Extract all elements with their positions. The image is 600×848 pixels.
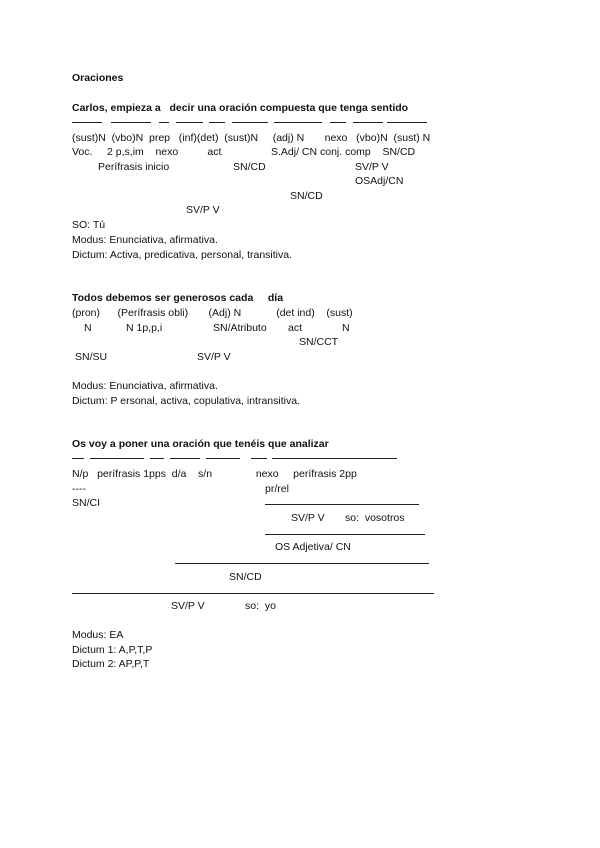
page-title: Oraciones <box>72 72 124 84</box>
modus: Modus: Enunciativa, afirmativa. <box>72 380 218 392</box>
underline <box>353 122 383 123</box>
label-perifrasis: Perífrasis inicio <box>98 161 170 173</box>
underline <box>272 458 397 459</box>
label-os-adj: OSAdj/CN <box>355 175 404 187</box>
underline <box>159 122 169 123</box>
sentence-2-word-categories: (pron) (Perífrasis obli) (Adj) N (det ind) (sust) <box>72 307 353 319</box>
underline <box>111 122 151 123</box>
sentence-1: Carlos, empieza a decir una oración compuesta que tenga sentido <box>72 102 409 114</box>
label-sn-cd: SN/CD <box>233 161 266 173</box>
label-n: N <box>84 322 92 334</box>
underline <box>274 122 322 123</box>
dictum-2: Dictum 2: AP,P,T <box>72 658 150 670</box>
underline <box>72 122 102 123</box>
label-sv-pv: SV/P V <box>197 351 231 363</box>
dictum-1: Dictum 1: A,P,T,P <box>72 644 153 656</box>
bracket-line <box>175 563 429 564</box>
underline <box>170 458 200 459</box>
dictum: Dictum: P ersonal, activa, copulativa, intransitiva. <box>72 395 300 407</box>
modus: Modus: Enunciativa, afirmativa. <box>72 234 218 246</box>
underline <box>232 122 268 123</box>
label-n: N <box>342 322 350 334</box>
underline <box>90 458 144 459</box>
label-sv-pv: SV/P V <box>355 161 389 173</box>
label-sn-cd: SN/CD <box>229 571 262 583</box>
modus: Modus: EA <box>72 629 124 641</box>
underline <box>150 458 164 459</box>
label-sv-pv: SV/P V <box>291 512 325 524</box>
sentence-1-word-categories: (sust)N (vbo)N prep (inf)(det) (sust)N (adj) N nexo (vbo)N (sust) N <box>72 132 431 144</box>
sentence-3-word-categories: N/p perífrasis 1pps d/a s/n nexo perífrasis 2pp <box>72 468 357 480</box>
underline <box>209 122 225 123</box>
label-sv-pv: SV/P V <box>186 204 220 216</box>
sentence-3: Os voy a poner una oración que tenéis que analizar <box>72 438 329 450</box>
label-n-1ppi: N 1p,p,i <box>126 322 163 334</box>
label-sn-cd: SN/CD <box>290 190 323 202</box>
dictum: Dictum: Activa, predicativa, personal, transitiva. <box>72 249 293 261</box>
label-sn-cct: SN/CCT <box>299 336 339 348</box>
label-dash: ---- <box>72 483 86 495</box>
sentence-1-functions: Voc. 2 p,s,im nexo act S.Adj/ CN conj. comp SN/CD <box>72 146 416 158</box>
sentence-2: Todos debemos ser generosos cada día <box>72 292 284 304</box>
underline <box>72 458 84 459</box>
underline <box>176 122 203 123</box>
underline <box>206 458 240 459</box>
label-sn-su: SN/SU <box>75 351 108 363</box>
label-sn-ci: SN/CI <box>72 497 101 509</box>
underline <box>330 122 346 123</box>
label-so-yo: so: yo <box>245 600 276 612</box>
label-pr-rel: pr/rel <box>265 483 289 495</box>
subject-omitted: SO: Tú <box>72 219 106 231</box>
label-act: act <box>288 322 303 334</box>
underline <box>387 122 427 123</box>
bracket-line <box>265 504 419 505</box>
underline <box>251 458 267 459</box>
label-sv-pv: SV/P V <box>171 600 205 612</box>
bracket-line <box>72 593 434 594</box>
bracket-line <box>265 534 425 535</box>
label-so-vosotros: so: vosotros <box>345 512 405 524</box>
label-os-adjetiva: OS Adjetiva/ CN <box>275 541 351 553</box>
label-sn-atributo: SN/Atributo <box>213 322 267 334</box>
